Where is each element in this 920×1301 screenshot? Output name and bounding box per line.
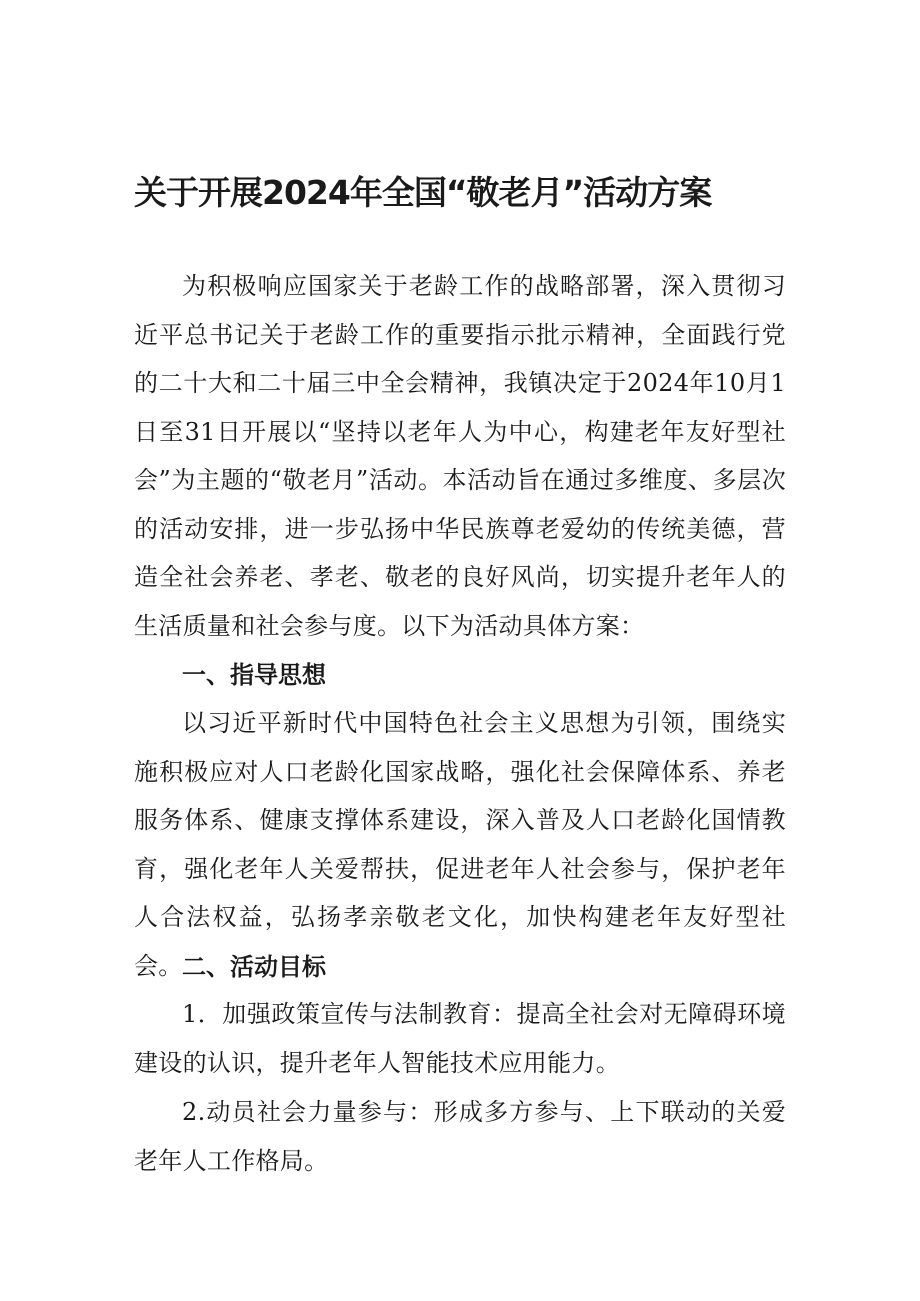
goal-item-1: 1．加强政策宣传与法制教育：提高全社会对无障碍环境建设的认识，提升老年人智能技术应用能力。 [134,1000,786,1077]
section-heading-activity-goals: 二、活动目标 [182,953,326,981]
document-title: 关于开展2024年全国“敬老月”活动方案 [134,173,712,212]
section-heading-guiding-ideology: 一、指导思想 [182,661,326,689]
guiding-ideology-paragraph: 以习近平新时代中国特色社会主义思想为引领，围绕实施积极应对人口老龄化国家战略，强化社会保障体系、养老服务体系、健康支撑体系建设，深入普及人口老龄化国情教育，强化老年人关爱帮扶，促进老年人社会参与，保护老年人合法权益，弘扬孝亲敬老文化，加快构建老年友好型社会。 [134,709,786,980]
intro-paragraph: 为积极响应国家关于老龄工作的战略部署，深入贯彻习近平总书记关于老龄工作的重要指示批示精神，全面践行党的二十大和二十届三中全会精神，我镇决定于2024年10月1日至31日开展以“坚持以老年人为中心，构建老年友好型社会”为主题的“敬老月”活动。本活动旨在通过多维度、多层次的活动安排，进一步弘扬中华民族尊老爱幼的传统美德，营造全社会养老、孝老、敬老的良好风尚，切实提升老年人的生活质量和社会参与度。以下为活动具体方案： [134,272,786,640]
goal-item-2: 2.动员社会力量参与：形成多方参与、上下联动的关爱老年人工作格局。 [134,1098,786,1175]
